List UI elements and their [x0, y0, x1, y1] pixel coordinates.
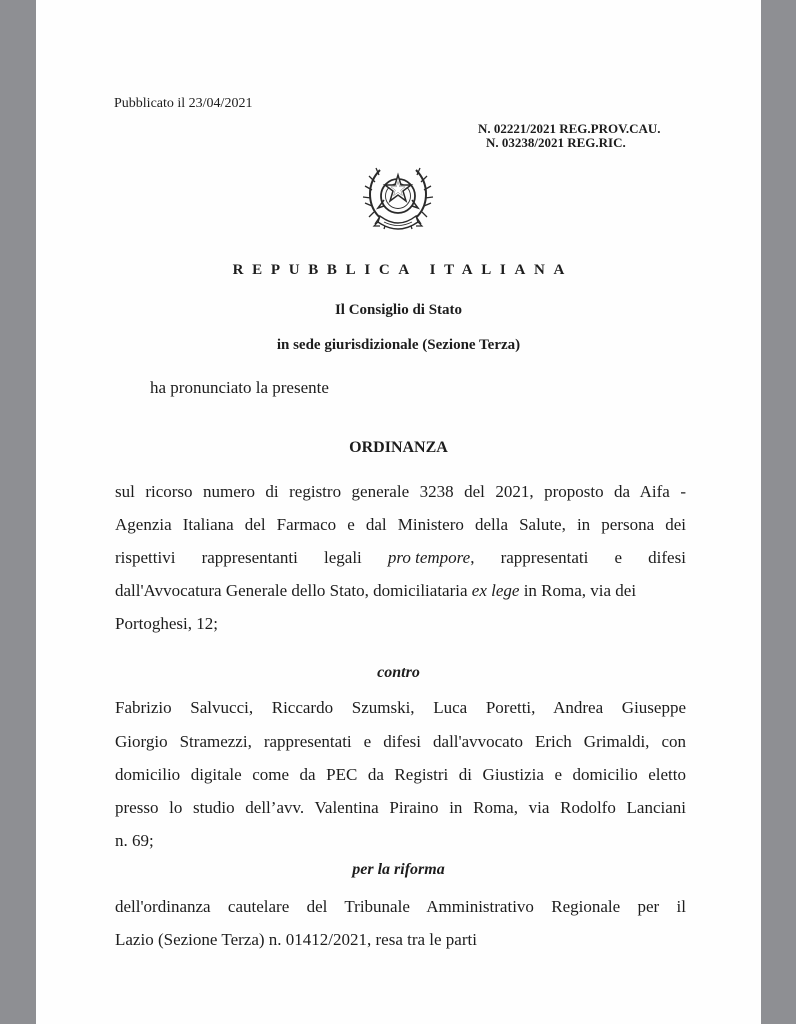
- line-word: rispettivi: [115, 548, 176, 567]
- document-page: [36, 0, 761, 1024]
- paragraph-line: [115, 546, 686, 570]
- riforma-heading: per la riforma: [352, 861, 445, 878]
- paragraph-line: Agenzia Italiana del Farmaco e dal Ministero della Salute, in persona dei: [115, 515, 686, 534]
- line-italic-segment: pro tempore,: [387, 548, 475, 567]
- line-word: legali: [324, 548, 362, 567]
- line-word: e: [614, 548, 623, 567]
- paragraph-line: dell'ordinanza cautelare del Tribunale Amministrativo Regionale per il: [115, 897, 686, 916]
- paragraph-line: Lazio (Sezione Terza) n. 01412/2021, resa tra le parti: [115, 930, 477, 949]
- contro-heading: contro: [377, 664, 420, 681]
- line-word: difesi: [648, 548, 686, 567]
- line-word: rappresentati: [500, 548, 589, 567]
- italian-republic-emblem-icon: [358, 158, 438, 244]
- publication-date: Pubblicato il 23/04/2021: [114, 96, 253, 111]
- court-section: in sede giurisdizionale (Sezione Terza): [276, 337, 521, 353]
- paragraph-line: sul ricorso numero di registro generale 3238 del 2021, proposto da Aifa -: [115, 482, 686, 501]
- paragraph-line: domicilio digitale come da PEC da Registri di Giustizia e domicilio eletto: [115, 765, 686, 784]
- pronounced-statement: ha pronunciato la presente: [150, 378, 329, 397]
- paragraph-line: presso lo studio dell’avv. Valentina Piraino in Roma, via Rodolfo Lanciani: [115, 798, 686, 817]
- paragraph-line: Portoghesi, 12;: [115, 614, 218, 633]
- reg-ric-number: N. 03238/2021 REG.RIC.: [486, 135, 626, 150]
- line-segment: in Roma, via dei: [519, 581, 637, 600]
- paragraph-line: [115, 579, 686, 603]
- paragraph-line: n. 69;: [115, 831, 154, 850]
- paragraph-line: Fabrizio Salvucci, Riccardo Szumski, Luca Poretti, Andrea Giuseppe: [115, 698, 686, 717]
- document-type-heading: ORDINANZA: [349, 439, 448, 456]
- paragraph-line: Giorgio Stramezzi, rappresentati e difesi dall'avvocato Erich Grimaldi, con: [115, 732, 686, 751]
- court-name: Il Consiglio di Stato: [334, 302, 463, 318]
- reg-prov-cau-number: N. 02221/2021 REG.PROV.CAU.: [478, 121, 661, 136]
- line-segment: dall'Avvocatura Generale dello Stato, domiciliataria: [115, 581, 472, 600]
- line-word: rappresentanti: [201, 548, 298, 567]
- republic-heading: REPUBBLICA ITALIANA: [232, 262, 574, 278]
- line-italic-segment: ex lege: [471, 581, 520, 600]
